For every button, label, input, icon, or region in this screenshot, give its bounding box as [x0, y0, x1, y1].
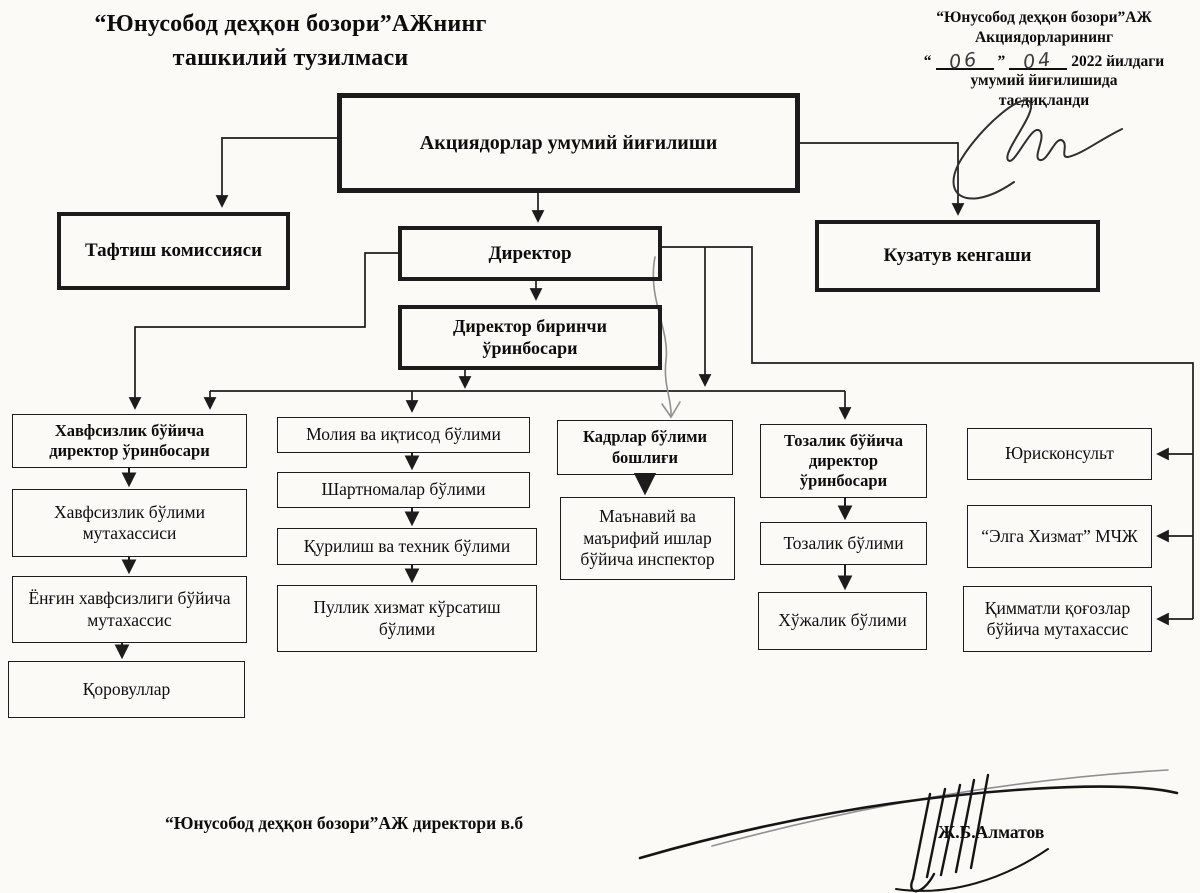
- node-cleaning-dept: [760, 522, 927, 565]
- approval-meeting: умумий йиғилишида: [970, 72, 1118, 90]
- footer-signer-name: Ж.Б.Алматов: [938, 822, 1045, 842]
- node-legal-counsel: [967, 428, 1152, 480]
- node-household-dept-label: Хўжалик бўлими: [778, 610, 907, 631]
- node-security-deputy-label: Хавфсизлик бўйича директор ўринбосари: [49, 420, 210, 460]
- node-securities-specialist-label: Қимматли қоғозлар бўйича мутахассис: [984, 597, 1131, 639]
- handwritten-month-field: [1009, 47, 1067, 74]
- node-first-deputy-director-label: Директор биринчи ўринбосари: [453, 315, 607, 358]
- node-audit-commission-label: Тафтиш комиссияси: [84, 240, 263, 262]
- approval-year: 2022 йилдаги: [1071, 52, 1165, 70]
- node-moral-inspector-label: Маънавий ва маърифий ишлар бўйича инспектор: [580, 506, 715, 570]
- node-legal-counsel-label: Юрисконсульт: [1005, 443, 1114, 464]
- node-paid-services-dept-label: Пуллик хизмат кўрсатиш бўлими: [313, 597, 501, 639]
- node-security-specialist-label: Хавфсизлик бўлими мутахассиси: [54, 501, 205, 543]
- node-construction-dept: [277, 528, 537, 565]
- node-paid-services-dept: [277, 585, 537, 652]
- node-securities-specialist: [963, 586, 1152, 652]
- approval-holders: Акциядорларининг: [974, 28, 1114, 46]
- node-director: [398, 226, 662, 281]
- node-finance-dept-label: Молия ва иқтисод бўлими: [306, 424, 501, 445]
- node-audit-commission: [57, 212, 290, 290]
- approval-approved: тасдиқланди: [998, 92, 1090, 110]
- node-shareholders-meeting-label: Акциядорлар умумий йиғилиши: [419, 131, 718, 154]
- node-finance-dept: [277, 417, 530, 453]
- page-title-line1: “Юнусобод деҳқон бозори”АЖнинг: [94, 11, 487, 37]
- node-supervisory-board-label: Кузатув кенгаши: [883, 245, 1032, 267]
- approval-block: [893, 8, 1195, 111]
- footer-director-title: “Юнусобод деҳқон бозори”АЖ директори в.б: [165, 813, 524, 833]
- node-guards-label: Қоровуллар: [82, 678, 171, 699]
- node-cleaning-deputy-label: Тозалик бўйича директор ўринбосари: [783, 430, 903, 491]
- node-cleaning-dept-label: Тозалик бўлими: [783, 532, 904, 553]
- node-hr-head-label: Кадрлар бўлими бошлиғи: [583, 427, 707, 467]
- node-moral-inspector: [560, 497, 735, 580]
- handwritten-day-field: [936, 47, 994, 74]
- handwritten-month: 04: [1022, 47, 1055, 74]
- node-fire-safety-specialist-label: Ёнғин хавфсизлиги бўйича мутахассис: [28, 588, 231, 630]
- node-first-deputy-director: [398, 305, 662, 370]
- node-household-dept: [758, 592, 927, 650]
- node-hr-head: [557, 420, 733, 475]
- approval-org: “Юнусобод деҳқон бозори”АЖ: [936, 9, 1152, 26]
- handwritten-day: 06: [948, 47, 981, 74]
- node-cleaning-deputy: [760, 424, 927, 498]
- page-title-line2: ташкилий тузилмаси: [172, 44, 409, 71]
- node-construction-dept-label: Қурилиш ва техник бўлими: [303, 535, 511, 556]
- node-contracts-dept-label: Шартномалар бўлими: [321, 479, 486, 500]
- page-title: [38, 8, 543, 75]
- quote-open: “: [923, 52, 932, 70]
- node-security-deputy: [12, 414, 247, 468]
- quote-close: ”: [997, 52, 1006, 70]
- node-fire-safety-specialist: [12, 576, 247, 643]
- node-guards: [8, 661, 245, 718]
- approval-date-line: [893, 48, 1195, 72]
- node-supervisory-board: [815, 220, 1100, 292]
- node-elga-xizmat-label: “Элга Хизмат” МЧЖ: [981, 525, 1138, 546]
- node-security-specialist: [12, 489, 247, 557]
- node-contracts-dept: [277, 472, 530, 508]
- node-shareholders-meeting: [337, 93, 800, 193]
- node-elga-xizmat: [967, 505, 1152, 568]
- node-director-label: Директор: [488, 242, 572, 264]
